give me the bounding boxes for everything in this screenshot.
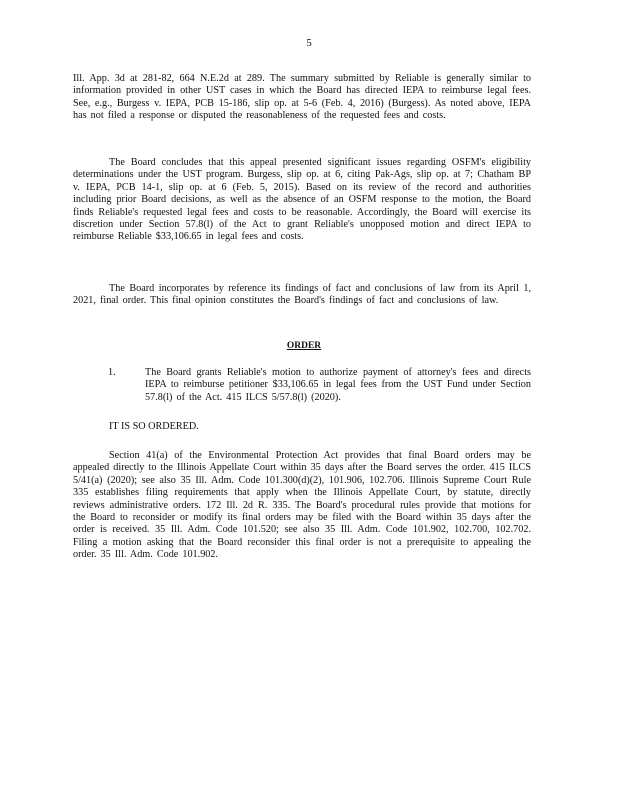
paragraph-incorporates-findings: The Board incorporates by reference its findings of fact and conclusions of law from its April 1, 2021, final order. This final opinion constitutes the Board's findings of fact and conclusions of law. [73,283,531,307]
paragraph-appeal-rights: Section 41(a) of the Environmental Protection Act provides that final Board orders may be appealed directly to the Illinois Appellate Court within 35 days after the Board serves the order. 415 ILCS 5/41(a) (2020); see also 35 Ill. Adm. Code 101.300(d)(2), 101.906, 102.706. Illinois Supreme Court Rule 335 establishes filing requirements that apply when the Illinois Appellate Court, by statute, directly reviews administrative orders. 172 Ill. 2d R. 335. The Board's procedural rules provide that motions for the Board to reconsider or modify its final orders may be filed with the Board within 35 days after the order is received. 35 Ill. Adm. Code 101.520; see also 35 Ill. Adm. Code 101.902, 102.700, 102.702. Filing a motion asking that the Board reconsider this final order is not a prerequisite to appealing the order. 35 Ill. Adm. Code 101.902. [73,450,531,561]
order-heading [0,340,618,352]
paragraph-fee-summary: Ill. App. 3d at 281-82, 664 N.E.2d at 289. The summary submitted by Reliable is generally similar to information provided in other UST cases in which the Board has directed IEPA to reimburse legal fees. See, e.g., Burgess v. IEPA, PCB 15-186, slip op. at 5-6 (Feb. 4, 2016) (Burgess). As noted above, IEPA has not filed a response or disputed the reasonableness of the requested fees and costs. [73,73,531,122]
order-heading-text: ORDER [286,341,322,351]
page-number: 5 [306,37,312,49]
order-item-number: 1. [108,367,116,378]
order-item-text: The Board grants Reliable's motion to authorize payment of attorney's fees and directs IEPA to reimburse petitioner $33,106.65 in legal fees from the UST Fund under Section 57.8(l) of the Act. 415 ILCS 5/57.8(l) (2020). [145,367,531,403]
so-ordered-line: IT IS SO ORDERED. [109,421,199,432]
paragraph-board-concludes: The Board concludes that this appeal presented significant issues regarding OSFM's eligibility determinations under the UST program. Burgess, slip op. at 6, citing Pak-Ags, slip op. at 7; Chatham BP v. IEPA, PCB 14-1, slip op. at 6 (Feb. 5, 2015). Based on its review of the record and authorities including prior Board decisions, as well as the absence of an OSFM response to the motion, the Board finds Reliable's requested legal fees and costs to be reasonable. Accordingly, the Board will exercise its discretion under Section 57.8(l) of the Act to grant Reliable's unopposed motion and direct IEPA to reimburse Reliable $33,106.65 in legal fees and costs. [73,157,531,243]
